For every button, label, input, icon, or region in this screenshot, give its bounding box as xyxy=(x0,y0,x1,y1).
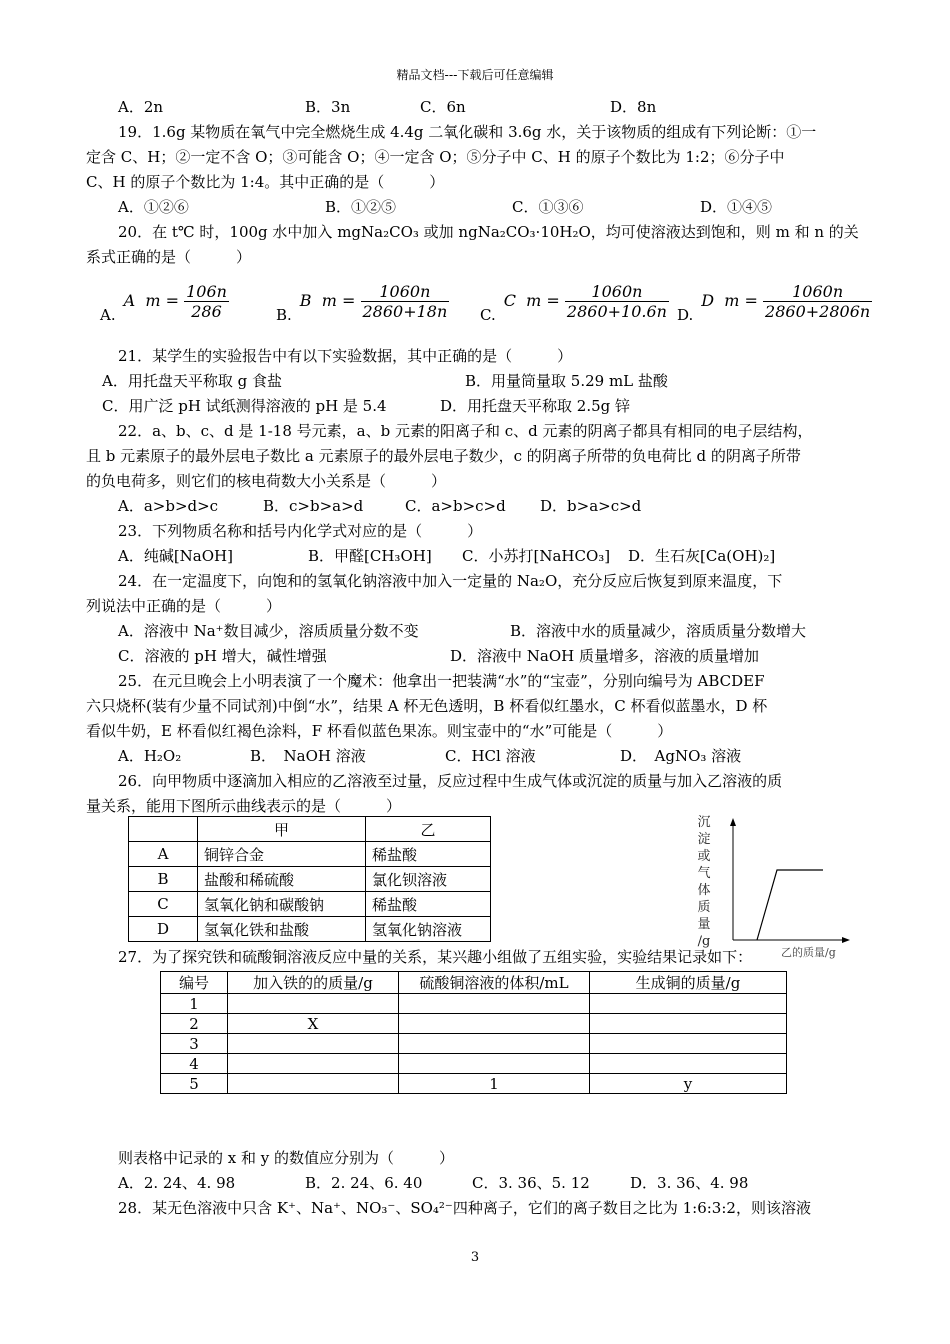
table-cell xyxy=(399,994,590,1014)
page-header: 精品文档---下载后可任意编辑 xyxy=(396,68,554,82)
y-axis-arrow xyxy=(730,818,736,826)
table-header-row xyxy=(129,817,491,842)
table-cell: 1 xyxy=(161,994,228,1014)
graph-curve xyxy=(757,870,823,940)
graph-axes xyxy=(695,812,855,962)
table-cell xyxy=(590,1034,787,1054)
q20-line2: 系式正确的是（ ） xyxy=(86,248,252,266)
table-cell xyxy=(228,1054,399,1074)
q24-option-b: B．溶液中水的质量减少，溶质质量分数增大 xyxy=(510,622,807,640)
q22-line3: 的负电荷多，则它们的核电荷数大小关系是（ ） xyxy=(86,472,447,490)
table-cell: 氢氧化钠和碳酸钠 xyxy=(198,892,366,917)
table-row xyxy=(161,1034,787,1054)
q18-option-a: A．2n xyxy=(118,98,164,116)
q20-option-b: B.B m = $\frac{1060n}{2860+18n}$ xyxy=(276,282,448,324)
q27-stem: 27．为了探究铁和硫酸铜溶液反应中量的关系，某兴趣小组做了五组实验，实验结果记录如下： xyxy=(118,948,753,966)
q23-option-c: C．小苏打[NaHCO₃] xyxy=(462,547,611,565)
q26-line1: 26．向甲物质中逐滴加入相应的乙溶液至过量，反应过程中生成气体或沉淀的质量与加入乙溶液的质 xyxy=(118,772,783,790)
q21-option-c: C．用广泛 pH 试纸测得溶液的 pH 是 5.4 xyxy=(102,397,387,415)
q27-question: 则表格中记录的 x 和 y 的数值应分别为（ ） xyxy=(118,1149,455,1167)
q26-graph xyxy=(695,812,855,962)
q22-option-d: D．b>a>c>d xyxy=(540,497,642,515)
q21-option-a: A．用托盘天平称取 g 食盐 xyxy=(102,372,282,390)
q24-line1: 24．在一定温度下，向饱和的氢氧化钠溶液中加入一定量的 Na₂O，充分反应后恢复到原来温度，下 xyxy=(118,572,783,590)
table-cell: A xyxy=(129,842,198,867)
table-cell xyxy=(129,817,198,842)
q20-option-d: D.D m = $\frac{1060n}{2860+2806n}$ xyxy=(677,282,871,324)
q22-line2: 且 b 元素原子的最外层电子数比 a 元素原子的最外层电子数少，c 的阴离子所带的负电荷比 d 的阴离子所带 xyxy=(86,447,801,465)
q24-option-a: A．溶液中 Na⁺数目减少，溶质质量分数不变 xyxy=(118,622,419,640)
q21-option-d: D．用托盘天平称取 2.5g 锌 xyxy=(440,397,631,415)
table-cell: 氯化钡溶液 xyxy=(366,867,491,892)
table-cell: D xyxy=(129,917,198,942)
q22-option-a: A．a>b>d>c xyxy=(118,497,219,515)
table-cell: 2 xyxy=(161,1014,228,1034)
table-cell: 1 xyxy=(399,1074,590,1094)
q21-option-b: B．用量筒量取 5.29 mL 盐酸 xyxy=(465,372,668,390)
table-cell xyxy=(228,994,399,1014)
q25-line3: 看似牛奶，E 杯看似红褐色涂料，F 杯看似蓝色果冻。则宝壶中的“水”可能是（ ） xyxy=(86,722,673,740)
table-cell xyxy=(399,1034,590,1054)
q27-option-c: C．3. 36、5. 12 xyxy=(472,1174,590,1192)
q25-line2: 六只烧杯(装有少量不同试剂)中倒“水”，结果 A 杯无色透明，B 杯看似红墨水，C 杯看似蓝墨水，D 杯 xyxy=(86,697,768,715)
table-row xyxy=(129,867,491,892)
q25-option-d: D． AgNO₃ 溶液 xyxy=(620,747,742,765)
table-row xyxy=(129,917,491,942)
q18-option-c: C．6n xyxy=(420,98,466,116)
table-cell: y xyxy=(590,1074,787,1094)
graph-y-label: 沉 淀 或 气 体 质 量 /g xyxy=(697,815,711,949)
x-axis-arrow xyxy=(842,937,850,943)
table-cell: 4 xyxy=(161,1054,228,1074)
q18-option-d: D．8n xyxy=(610,98,657,116)
table-cell xyxy=(399,1054,590,1074)
q19-option-d: D．①④⑤ xyxy=(700,198,773,216)
q27-option-d: D．3. 36、4. 98 xyxy=(630,1174,749,1192)
q23-option-d: D．生石灰[Ca(OH)₂] xyxy=(628,547,776,565)
table-cell: B xyxy=(129,867,198,892)
table-cell: 乙 xyxy=(366,817,491,842)
q19-option-b: B．①②⑤ xyxy=(325,198,397,216)
table-cell: 硫酸铜溶液的体积/mL xyxy=(399,972,590,994)
table-cell: C xyxy=(129,892,198,917)
q19-line3: C、H 的原子个数比为 1:4。其中正确的是（ ） xyxy=(86,173,445,191)
q21-stem: 21．某学生的实验报告中有以下实验数据，其中正确的是（ ） xyxy=(118,347,573,365)
table-cell xyxy=(590,1014,787,1034)
table-row xyxy=(161,1074,787,1094)
table-row xyxy=(161,1014,787,1034)
table-cell: 盐酸和稀硫酸 xyxy=(198,867,366,892)
table-cell: X xyxy=(228,1014,399,1034)
page-number: 3 xyxy=(470,1250,480,1265)
table-row xyxy=(129,892,491,917)
q27-table xyxy=(160,971,787,1094)
q22-option-b: B．c>b>a>d xyxy=(263,497,364,515)
q25-line1: 25．在元旦晚会上小明表演了一个魔术：他拿出一把装满“水”的“宝壶”，分别向编号为 ABCDEF xyxy=(118,672,765,690)
table-cell: 加入铁的的质量/g xyxy=(228,972,399,994)
table-cell: 氢氧化钠溶液 xyxy=(366,917,491,942)
table-row xyxy=(161,994,787,1014)
q19-line1: 19．1.6g 某物质在氧气中完全燃烧生成 4.4g 二氧化碳和 3.6g 水，关于该物质的组成有下列论断：①一 xyxy=(118,123,817,141)
q20-option-c: C.C m = $\frac{1060n}{2860+10.6n}$ xyxy=(480,282,667,324)
table-cell: 甲 xyxy=(198,817,366,842)
q19-option-c: C．①③⑥ xyxy=(512,198,584,216)
table-cell: 5 xyxy=(161,1074,228,1094)
table-cell xyxy=(590,994,787,1014)
q26-table xyxy=(128,816,491,942)
q22-option-c: C．a>b>c>d xyxy=(405,497,506,515)
table-cell: 编号 xyxy=(161,972,228,994)
q24-option-c: C．溶液的 pH 增大，碱性增强 xyxy=(118,647,327,665)
q19-option-a: A．①②⑥ xyxy=(118,198,189,216)
q18-option-b: B．3n xyxy=(305,98,351,116)
table-cell: 稀盐酸 xyxy=(366,892,491,917)
q19-line2: 定含 C、H；②一定不含 O；③可能含 O；④一定含 O；⑤分子中 C、H 的原子个数比为 1:2；⑥分子中 xyxy=(86,148,785,166)
table-cell: 氢氧化铁和盐酸 xyxy=(198,917,366,942)
q25-option-a: A．H₂O₂ xyxy=(118,747,182,765)
q26-line2: 量关系，能用下图所示曲线表示的是（ ） xyxy=(86,797,402,815)
q23-option-a: A．纯碱[NaOH] xyxy=(118,547,233,565)
table-row xyxy=(161,1054,787,1074)
graph-x-label: 乙的质量/g xyxy=(781,946,836,959)
table-cell xyxy=(228,1034,399,1054)
q27-option-b: B．2. 24、6. 40 xyxy=(305,1174,423,1192)
table-header-row xyxy=(161,972,787,994)
table-cell xyxy=(590,1054,787,1074)
q20-option-a: A.A m = $\frac{106n}{286}$ xyxy=(100,282,227,324)
table-row xyxy=(129,842,491,867)
q28-stem: 28．某无色溶液中只含 K⁺、Na⁺、NO₃⁻、SO₄²⁻四种离子，它们的离子数目之比为 1:6:3:2，则该溶液 xyxy=(118,1199,811,1217)
table-cell xyxy=(228,1074,399,1094)
q24-line2: 列说法中正确的是（ ） xyxy=(86,597,282,615)
table-cell: 稀盐酸 xyxy=(366,842,491,867)
q23-stem: 23．下列物质名称和括号内化学式对应的是（ ） xyxy=(118,522,483,540)
q25-option-b: B． NaOH 溶液 xyxy=(250,747,366,765)
q25-option-c: C．HCl 溶液 xyxy=(445,747,536,765)
q24-option-d: D．溶液中 NaOH 质量增多，溶液的质量增加 xyxy=(450,647,760,665)
q23-option-b: B．甲醛[CH₃OH] xyxy=(308,547,432,565)
q27-option-a: A．2. 24、4. 98 xyxy=(118,1174,236,1192)
table-cell xyxy=(399,1014,590,1034)
table-cell: 3 xyxy=(161,1034,228,1054)
q20-line1: 20．在 t℃ 时，100g 水中加入 mgNa₂CO₃ 或加 ngNa₂CO₃·10H₂O，均可使溶液达到饱和，则 m 和 n 的关 xyxy=(118,223,859,241)
table-cell: 生成铜的质量/g xyxy=(590,972,787,994)
q22-line1: 22．a、b、c、d 是 1-18 号元素，a、b 元素的阳离子和 c、d 元素的阴离子都具有相同的电子层结构， xyxy=(118,422,813,440)
table-cell: 铜锌合金 xyxy=(198,842,366,867)
